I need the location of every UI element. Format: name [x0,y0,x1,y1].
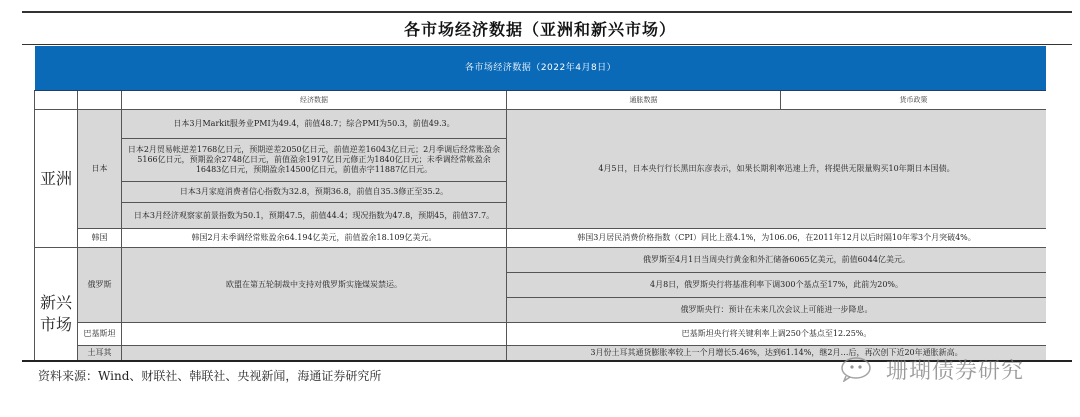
region-asia: 亚洲 [35,110,78,248]
table-row [35,110,1047,139]
table-banner-row [35,46,1047,91]
japan-economic-data-2: 日本2月贸易帐逆差1768亿日元，预期逆差2050亿日元，前值逆差16043亿日元；2月季调后经常账盈余5166亿日元，预期盈余2748亿日元，前值盈余1917亿日元修正为1840亿日元；未季调经常帐盈余16483亿日元，预期盈余14500亿日元，前值赤字11887亿日元。 [122,139,507,182]
col-header-region [35,91,78,110]
turkey-inflation-policy: 3月份土耳其通货膨胀率较上一个月增长5.46%，达到61.14%，继2月…后，再次创下近20年通胀新高。 [507,346,1047,361]
top-rule [22,11,1072,13]
country-turkey: 土耳其 [78,346,122,361]
col-header-country [78,91,122,110]
russia-policy-2: 4月8日，俄罗斯央行将基准利率下调300个基点至17%，此前为20%。 [507,273,1047,298]
col-header-inflation-data: 通胀数据 [507,91,781,110]
region-emerging-markets [35,248,78,361]
japan-economic-data-1: 日本3月Markit服务业PMI为49.4，前值48.7；综合PMI为50.3，前值49.3。 [122,110,507,139]
japan-economic-data-4: 日本3月经济观察家前景指数为50.1，预期47.5，前值44.4；现况指数为47.8，预期45，前值37.7。 [122,203,507,229]
japan-inflation-policy: 4月5日，日本央行行长黑田东彦表示，如果长期利率迅速上升，将提供无限量购买10年期日本国债。 [507,110,1047,229]
pakistan-economic-data [122,323,507,346]
watermark [840,354,1024,384]
col-header-economic-data: 经济数据 [122,91,507,110]
russia-economic-data: 欧盟在第五轮制裁中支持对俄罗斯实施煤炭禁运。 [122,248,507,323]
col-header-monetary-policy: 货币政策 [781,91,1047,110]
wechat-icon [840,356,880,382]
table-row [35,248,1047,273]
region-emerging-markets-line1: 新兴 [39,293,72,313]
pakistan-inflation-policy: 巴基斯坦央行将关键利率上调250个基点至12.25%。 [507,323,1047,346]
table-row [35,323,1047,346]
column-header-row [35,91,1047,110]
country-japan: 日本 [78,110,122,229]
country-russia: 俄罗斯 [78,248,122,323]
korea-inflation-policy: 韩国3月居民消费价格指数（CPI）同比上涨4.1%，为106.06，在2011年12月以后时隔10年零3个月突破4%。 [507,229,1047,248]
region-emerging-markets-line2: 市场 [39,315,72,335]
economic-data-table [34,46,1046,360]
watermark-text: 珊瑚债券研究 [886,358,1025,384]
russia-policy-1: 俄罗斯至4月1日当周央行黄金和外汇储备6065亿美元，前值6044亿美元。 [507,248,1047,273]
russia-policy-3: 俄罗斯央行：预计在未来几次会议上可能进一步降息。 [507,298,1047,323]
title-rule [22,44,1072,45]
country-korea: 韩国 [78,229,122,248]
japan-economic-data-3: 日本3月家庭消费者信心指数为32.8，预期36.8，前值自35.3修正至35.2。 [122,182,507,203]
source-note: 资料来源：Wind、财联社、韩联社、央视新闻，海通证券研究所 [38,369,382,383]
country-pakistan: 巴基斯坦 [78,323,122,346]
table-row [35,229,1047,248]
korea-economic-data: 韩国2月未季调经常账盈余64.194亿美元，前值盈余18.109亿美元。 [122,229,507,248]
page-title: 各市场经济数据（亚洲和新兴市场） [403,20,676,39]
table-banner: 各市场经济数据（2022年4月8日） [35,46,1047,91]
turkey-economic-data [122,346,507,361]
